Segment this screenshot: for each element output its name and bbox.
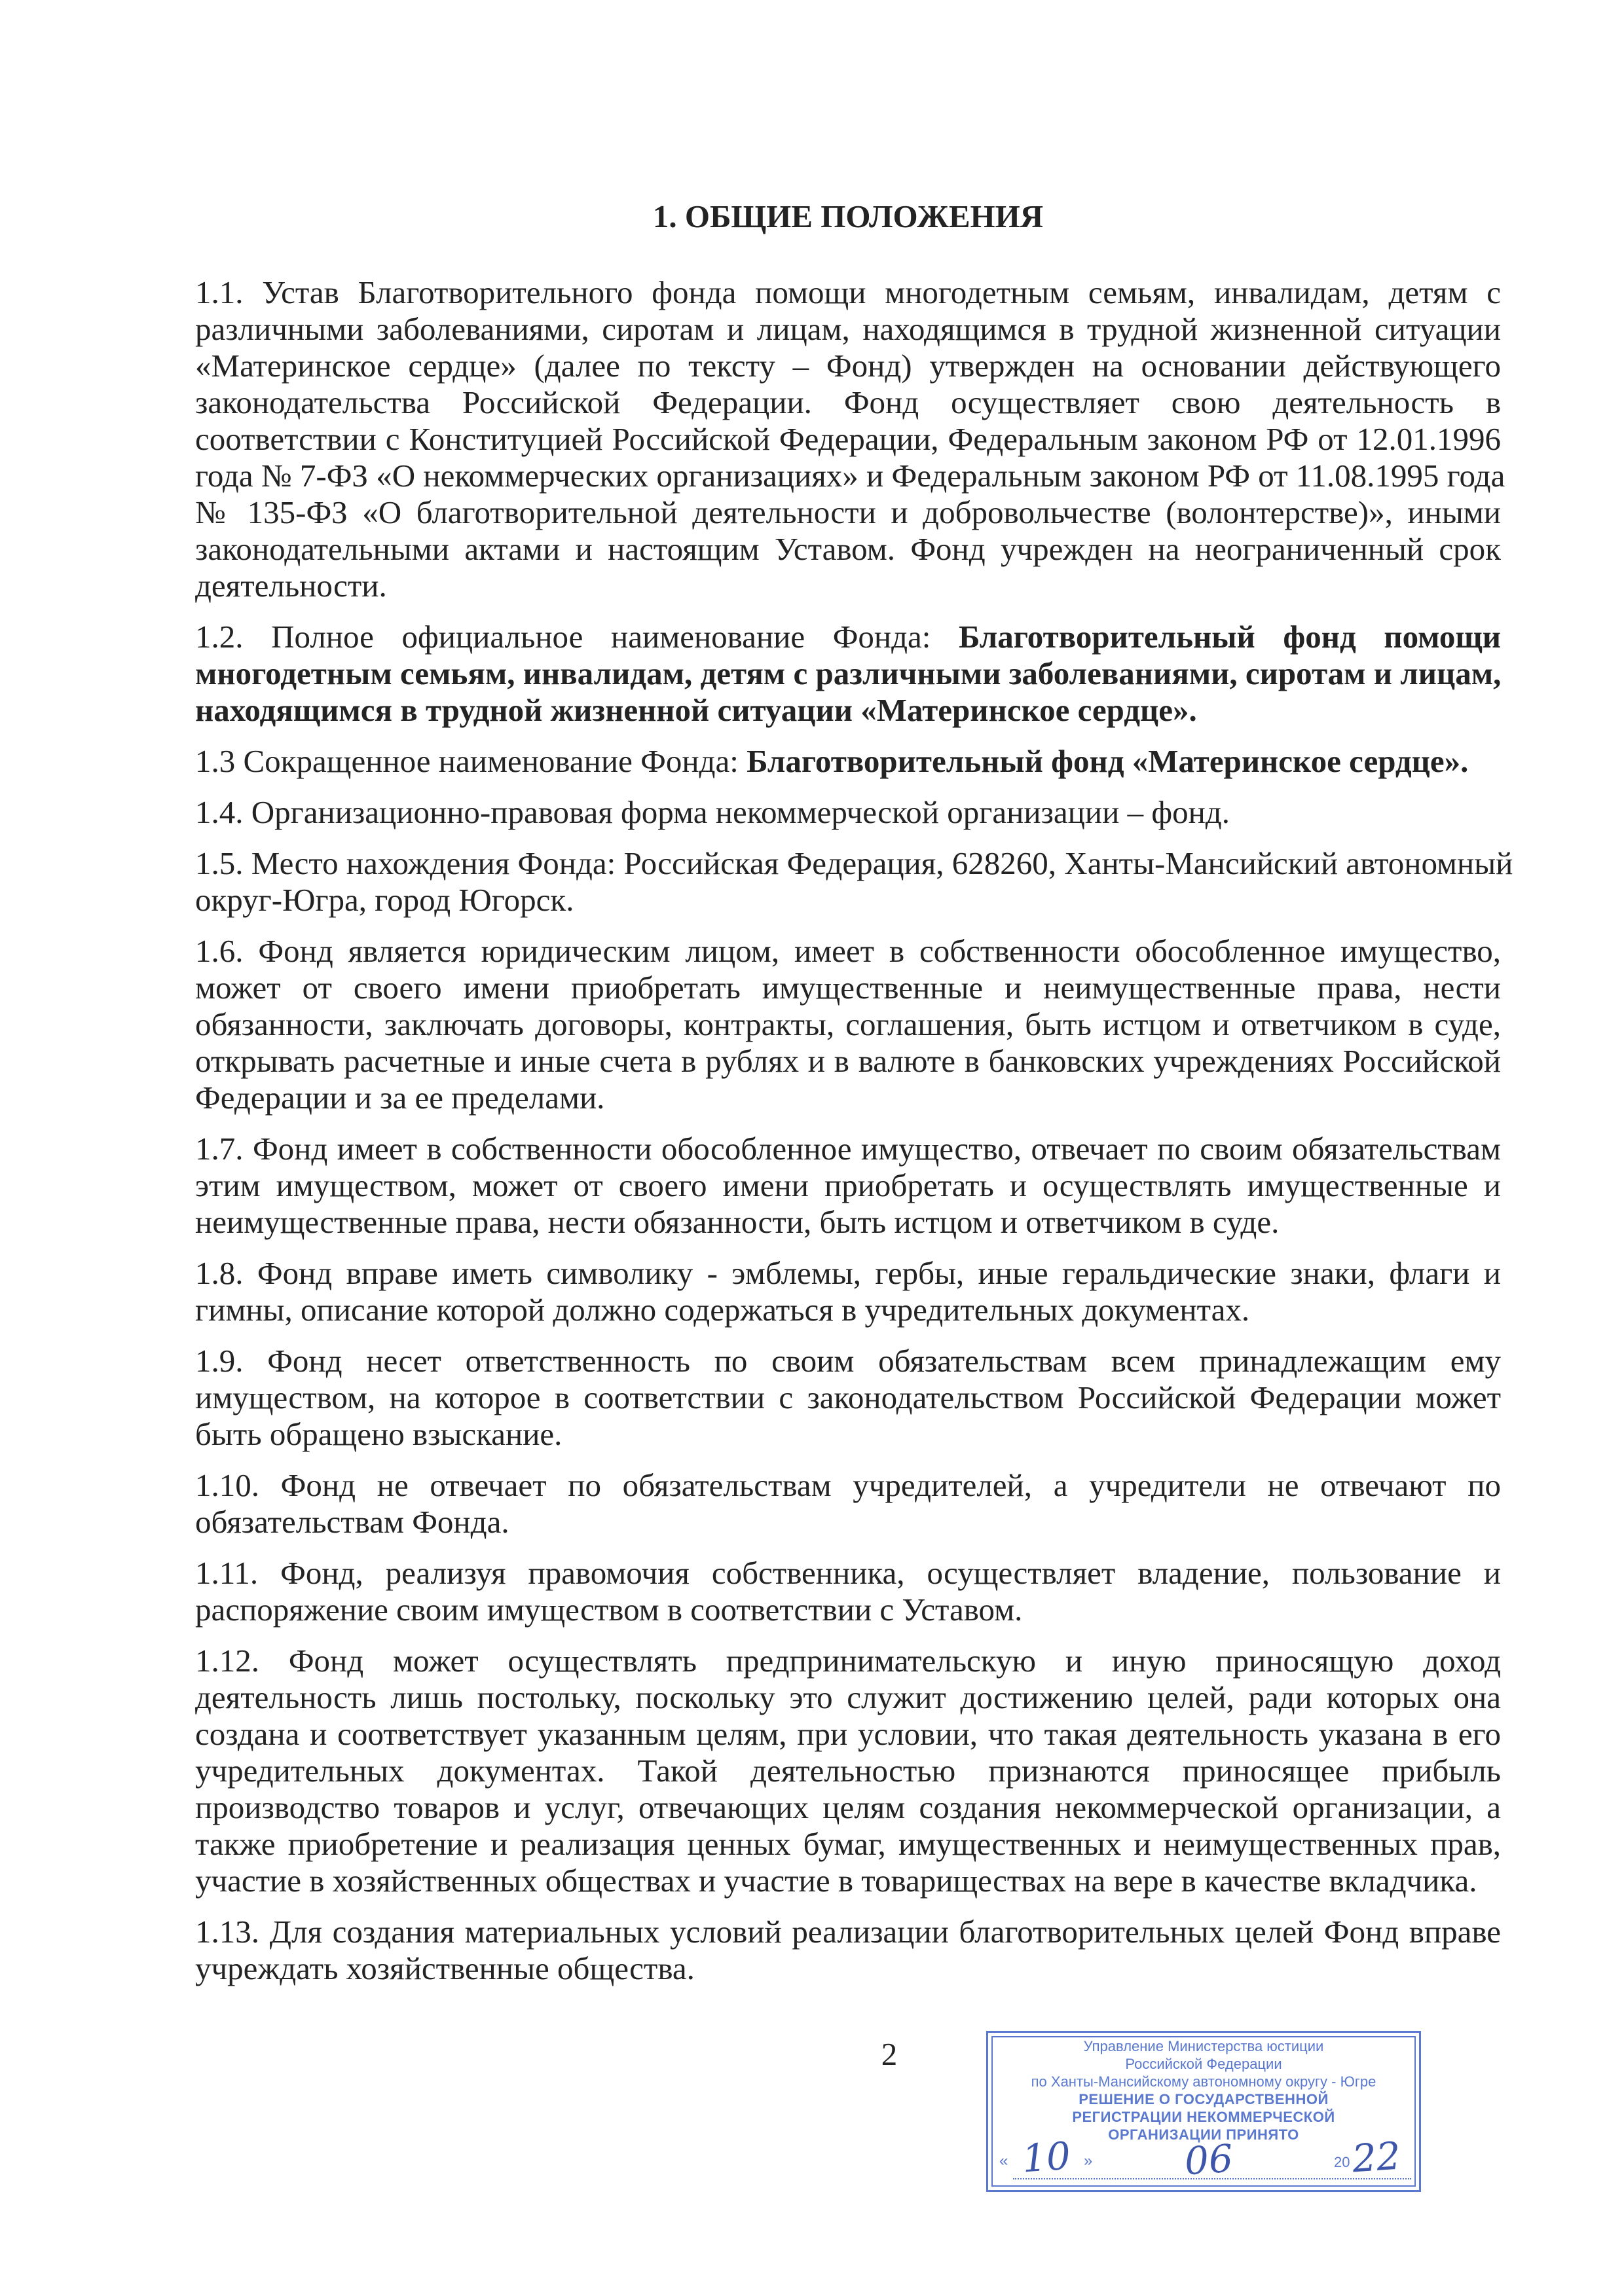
clause-1-1-line-6: года № 7-ФЗ «О некоммерческих организациях» и Федеральным законом РФ от 11.08.1995 года [195,458,1505,494]
clause-1-7 [195,1131,1501,1241]
clause-1-7-line-2: этим имуществом, может от своего имени приобретать и осуществлять имущественные и [195,1167,1501,1203]
clause-1-13 [195,1914,1501,1987]
clause-1-13-line-2: учреждать хозяйственные общества. [195,1950,695,1986]
clause-1-6-line-3: обязанности, заключать договоры, контракты, соглашения, быть истцом и ответчиком в суде, [195,1006,1501,1042]
clause-1-2-lead: 1.2. Полное официальное наименование Фонда: [195,619,931,655]
fund-short-name: Благотворительный фонд «Материнское сердце». [747,743,1469,779]
stamp-date-day-handwritten: 10 [1020,2133,1073,2181]
clause-1-10-line-1: 1.10. Фонд не отвечает по обязательствам учредителей, а учредители не отвечают по [195,1467,1501,1503]
clause-1-6-line-2: может от своего имени приобретать имущественные и неимущественные права, нести [195,970,1501,1006]
stamp-line-region: по Ханты-Мансийскому автономному округу - Югре [1031,2073,1376,2090]
clause-1-6-line-5: Федерации и за ее пределами. [195,1080,605,1116]
stamp-date-quote-close: » [1084,2152,1093,2170]
clause-1-1-line-8: законодательными актами и настоящим Уставом. Фонд учрежден на неограниченный срок [195,531,1501,567]
clause-1-12-line-3: создана и соответствует указанным целям, при условии, что такая деятельность указана в его [195,1716,1501,1752]
clause-1-6-line-1: 1.6. Фонд является юридическим лицом, имеет в собственности обособленное имущество, [195,933,1501,969]
clause-1-11-line-1: 1.11. Фонд, реализуя правомочия собственника, осуществляет владение, пользование и [195,1555,1501,1591]
clause-1-10 [195,1467,1501,1540]
clause-1-5 [195,845,1513,919]
clause-1-12-line-1: 1.12. Фонд может осуществлять предпринимательскую и иную приносящую доход [195,1643,1501,1679]
clause-1-3-lead: 1.3 Сокращенное наименование Фонда: [195,743,739,779]
clause-1-7-line-3: неимущественные права, нести обязанности, быть истцом и ответчиком в суде. [195,1204,1280,1240]
clause-1-1-line-7: № 135-ФЗ «О благотворительной деятельности и добровольчестве (волонтерстве)», иными [195,494,1501,530]
clause-1-1-line-9: деятельности. [195,568,387,604]
stamp-line-authority: Управление Министерства юстиции [1083,2038,1324,2054]
stamp-line-accepted: ОРГАНИЗАЦИИ ПРИНЯТО [1108,2126,1299,2143]
clause-1-2 [195,619,1501,729]
clause-1-12-line-6: также приобретение и реализация ценных бумаг, имущественных и неимущественных прав, [195,1826,1501,1862]
clause-1-11 [195,1555,1501,1628]
fund-full-name-part-2: многодетным семьям, инвалидам, детям с различными заболеваниями, сиротам и лицам, [195,655,1502,691]
clause-1-6-line-4: открывать расчетные и иные счета в рублях и в валюте в банковских учреждениях Российской [195,1043,1501,1079]
clause-1-1-line-4: законодательства Российской Федерации. Фонд осуществляет свою деятельность в [195,384,1501,420]
clause-1-4 [195,794,1501,831]
section-heading: 1. ОБЩИЕ ПОЛОЖЕНИЯ [652,198,1044,234]
clause-1-9-line-1: 1.9. Фонд несет ответственность по своим обязательствам всем принадлежащим ему [195,1343,1501,1379]
clause-1-9-line-3: быть обращено взыскание. [195,1416,563,1452]
clause-1-1 [195,274,1505,604]
stamp-date-year-printed: 20 [1334,2154,1350,2170]
clause-1-9 [195,1343,1501,1453]
clause-1-1-line-1: 1.1. Устав Благотворительного фонда помощи многодетным семьям, инвалидам, детям с [195,274,1501,310]
clause-1-8-line-1: 1.8. Фонд вправе иметь символику - эмблемы, гербы, иные геральдические знаки, флаги и [195,1255,1501,1291]
clause-1-4-line-1: 1.4. Организационно-правовая форма некоммерческой организации – фонд. [195,794,1230,830]
clause-1-12 [195,1643,1501,1899]
fund-full-name-part-1: Благотворительный фонд помощи [959,619,1501,655]
registration-stamp [986,2031,1421,2192]
stamp-line-registration: РЕГИСТРАЦИИ НЕКОММЕРЧЕСКОЙ [1072,2109,1335,2125]
clause-1-8-line-2: гимны, описание которой должно содержаться в учредительных документах. [195,1292,1250,1328]
clause-1-3-line-1 [195,743,1501,780]
clause-1-9-line-2: имуществом, на которое в соответствии с законодательством Российской Федерации может [195,1379,1501,1415]
clause-1-1-line-5: соответствии с Конституцией Российской Федерации, Федеральным законом РФ от 12.01.1996 [195,421,1501,457]
document-body [195,198,1513,1987]
clause-1-12-line-4: учредительных документах. Такой деятельностью признаются приносящее прибыль [195,1753,1501,1789]
clause-1-11-line-2: распоряжение своим имуществом в соответствии с Уставом. [195,1592,1023,1628]
clause-1-7-line-1: 1.7. Фонд имеет в собственности обособленное имущество, отвечает по своим обязательствам [195,1131,1501,1167]
clause-1-8 [195,1255,1501,1328]
stamp-text [988,2037,1419,2143]
clause-1-12-line-7: участие в хозяйственных обществах и участие в товариществах на вере в качестве вкладчика. [195,1863,1477,1899]
stamp-date-year-handwritten: 22 [1350,2133,1403,2181]
clause-1-5-line-1: 1.5. Место нахождения Фонда: Российская Федерация, 628260, Ханты-Мансийский автономный [195,845,1513,881]
clause-1-13-line-1: 1.13. Для создания материальных условий реализации благотворительных целей Фонд вправе [195,1914,1501,1950]
clause-1-12-line-2: деятельность лишь постольку, поскольку это служит достижению целей, ради которых она [195,1679,1501,1715]
stamp-line-decision: РЕШЕНИЕ О ГОСУДАРСТВЕННОЙ [1079,2091,1329,2107]
clause-1-12-line-5: производство товаров и услуг, отвечающих целям создания некоммерческой организации, а [195,1789,1501,1825]
fund-full-name-part-3: находящимся в трудной жизненной ситуации «Материнское сердце». [195,692,1197,728]
clause-1-1-line-2: различными заболеваниями, сиротам и лицам, находящимся в трудной жизненной ситуации [195,311,1501,347]
stamp-line-country: Российской Федерации [1125,2056,1282,2072]
clause-1-3 [195,743,1501,780]
clause-1-10-line-2: обязательствам Фонда. [195,1504,509,1540]
stamp-date-month-handwritten: 06 [1183,2136,1235,2184]
clause-1-5-line-2: округ-Югра, город Югорск. [195,882,574,918]
clause-1-1-line-3: «Материнское сердце» (далее по тексту – Фонд) утвержден на основании действующего [195,348,1501,384]
page-number: 2 [881,2036,898,2072]
stamp-date-quote-open: « [999,2152,1008,2170]
clause-1-2-line-1 [195,619,1501,655]
clause-1-6 [195,933,1501,1116]
